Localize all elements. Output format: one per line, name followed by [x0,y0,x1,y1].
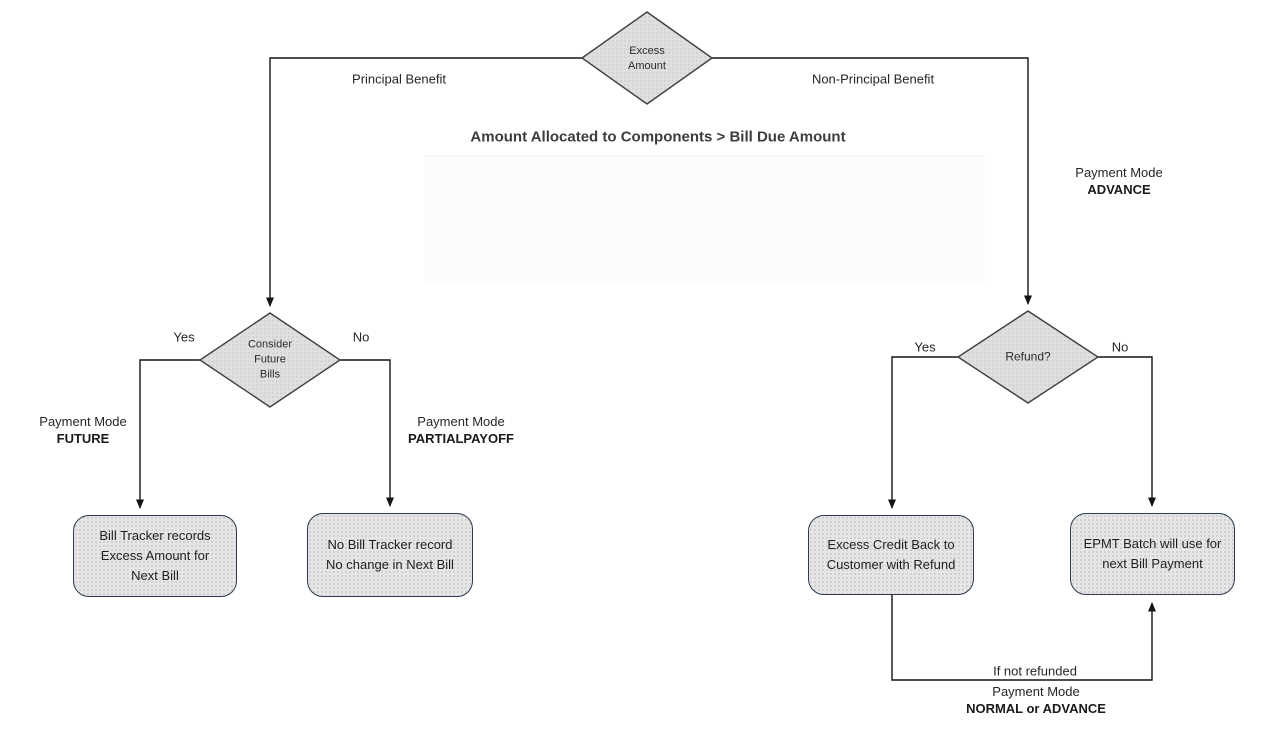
node-text-line: No Bill Tracker record [327,537,453,552]
branch-label-if-not-refunded: If not refunded [993,663,1077,679]
branch-label-non-principal-benefit: Non-Principal Benefit [811,71,935,87]
node-excess-credit-back [808,515,974,595]
node-epmt-batch [1070,513,1235,595]
node-text-line: No change in Next Bill [326,557,454,572]
edge-principal-benefit [270,58,582,306]
diamond-label-line: Future [254,353,286,366]
node-text-line: Customer with Refund [826,557,956,572]
payment-mode-value: ADVANCE [1087,182,1151,197]
diamond-label-refund: Refund? [1005,349,1051,364]
branch-label-payment-mode-future [39,413,126,447]
payment-mode-value: PARTIALPAYOFF [408,431,514,446]
node-no-bill-tracker-record [307,513,473,597]
diamond-label-excess-amount [628,44,666,74]
payment-mode-text: Payment Mode [39,414,127,429]
payment-mode-value: FUTURE [56,431,110,446]
diamond-label-line: Consider [247,338,293,351]
branch-label-no-right: No [1111,339,1129,355]
payment-mode-text: Payment Mode [417,414,505,429]
edge-yes-future [140,360,200,508]
branch-label-no-left: No [352,329,370,345]
payment-mode-text: Payment Mode [992,684,1080,699]
branch-label-payment-mode-advance [1075,164,1162,198]
node-text-line: Next Bill [131,568,179,583]
node-text [99,526,210,586]
diamond-label-line: Amount [628,60,666,72]
branch-label-yes-left: Yes [173,329,195,345]
payment-mode-value: NORMAL or ADVANCE [966,701,1106,716]
condition-statement: Amount Allocated to Components > Bill Due Amount [470,128,846,146]
edge-no-refund [1098,357,1152,506]
node-text-line: Excess Credit Back to [827,537,955,552]
diamond-label-line: Excess [629,45,665,57]
branch-label-payment-mode-partialpayoff [408,413,514,447]
payment-mode-text: Payment Mode [1075,165,1163,180]
edge-yes-refund [892,357,958,508]
branch-label-yes-right: Yes [914,339,936,355]
node-text-line: next Bill Payment [1102,556,1203,571]
node-bill-tracker-records [73,515,237,597]
diamond-label-consider-future-bills [248,338,292,383]
node-text-line: Bill Tracker records [99,528,211,543]
branch-label-payment-mode-normal-or-advance [966,683,1106,717]
diamond-label-line: Bills [259,368,281,381]
branch-label-principal-benefit: Principal Benefit [352,71,446,87]
node-text [1084,534,1222,574]
node-text [326,535,454,575]
node-text [827,535,956,575]
edge-no-partialpayoff [340,360,390,506]
edge-non-principal-benefit [712,58,1028,304]
node-text-line: EPMT Batch will use for [1083,536,1222,551]
node-text-line: Excess Amount for [100,548,210,563]
